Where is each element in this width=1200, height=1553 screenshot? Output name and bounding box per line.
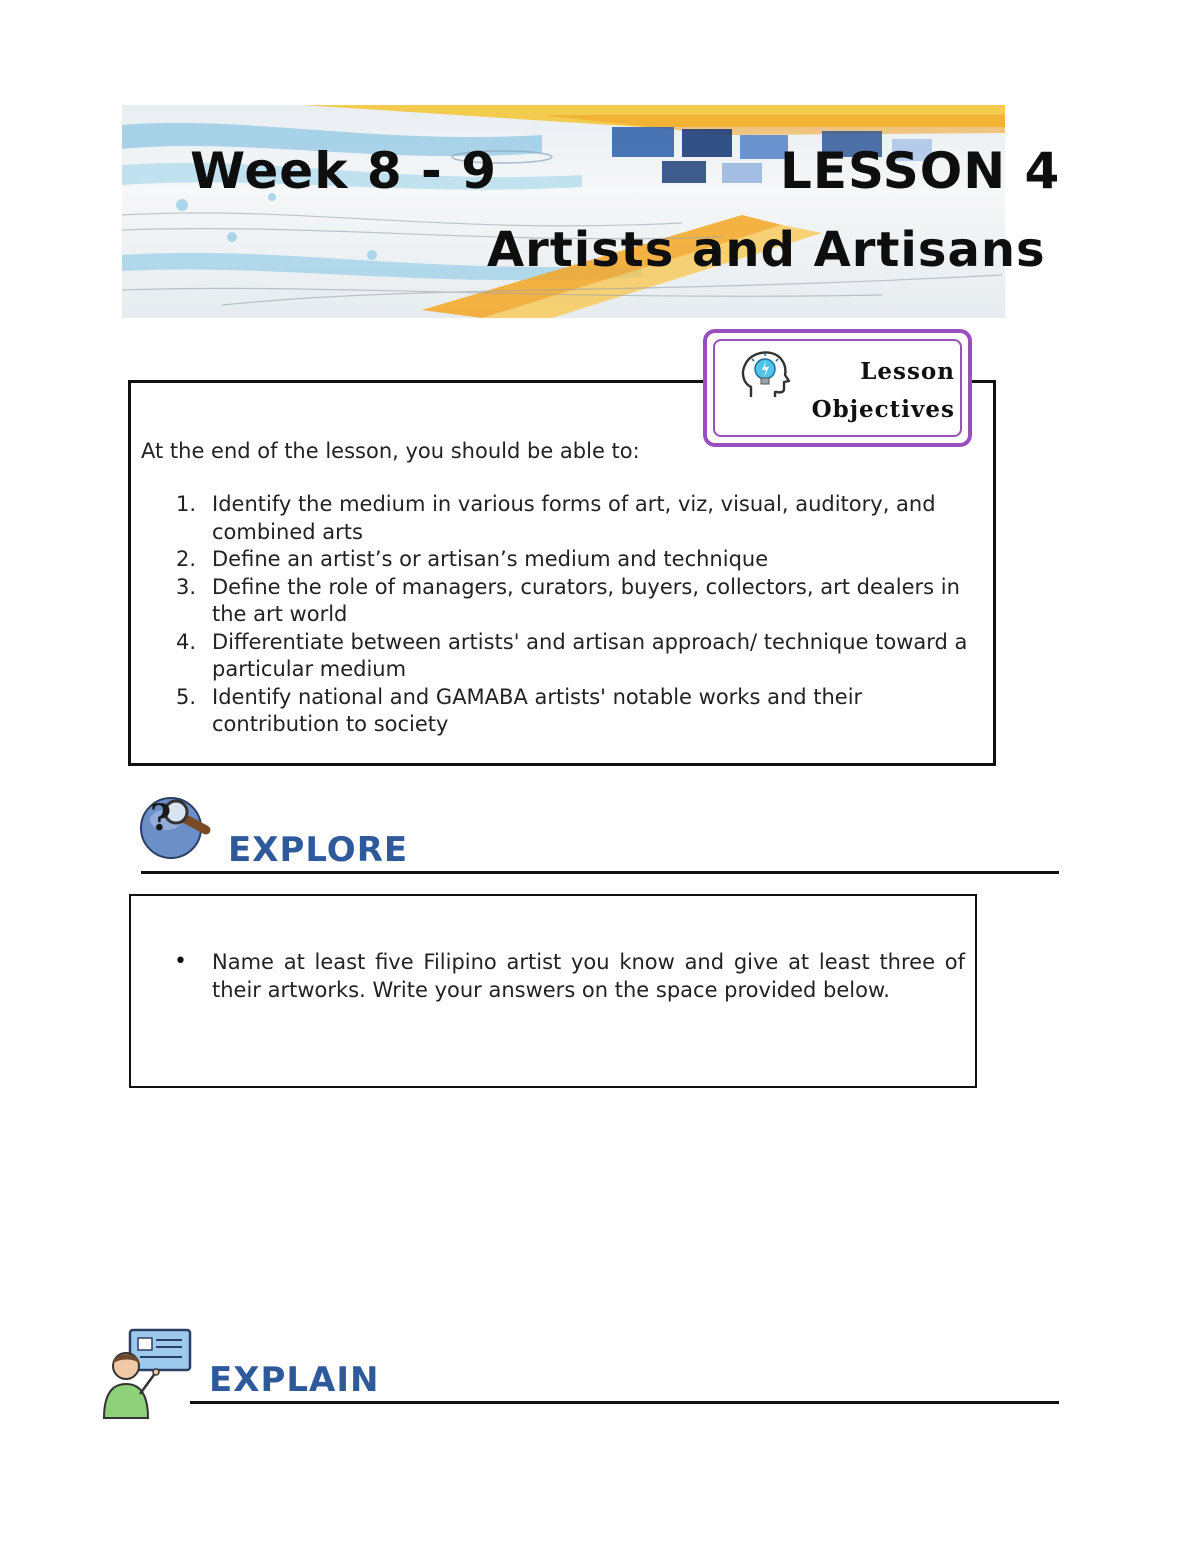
- explore-title: EXPLORE: [228, 830, 409, 870]
- objective-item: [176, 684, 981, 739]
- lesson-objectives-tag: [703, 329, 972, 447]
- explain-title: EXPLAIN: [209, 1360, 380, 1400]
- question-magnifier-icon: [136, 790, 212, 860]
- objectives-list: [176, 491, 981, 739]
- objective-text: Differentiate between artists' and artisan approach/ technique toward a particular medium: [212, 629, 968, 681]
- objective-text: Identify national and GAMABA artists' notable works and their contribution to society: [212, 684, 863, 736]
- objective-item: [176, 491, 981, 546]
- banner-background-art: [122, 105, 1005, 318]
- lesson-banner: [122, 105, 1061, 318]
- objective-text: Identify the medium in various forms of art, viz, visual, auditory, and combined arts: [212, 492, 936, 544]
- lesson-title: Artists and Artisans: [487, 222, 1046, 278]
- objectives-label-line2: Objectives: [811, 396, 955, 423]
- objective-item: [176, 546, 981, 574]
- objectives-label-line1: Lesson: [860, 358, 955, 385]
- objectives-intro-text: At the end of the lesson, you should be able to:: [141, 439, 640, 463]
- objective-number: 5.: [176, 684, 197, 709]
- week-label: Week 8 - 9: [190, 142, 497, 200]
- objective-item: [176, 574, 981, 629]
- objective-text: Define the role of managers, curators, buyers, collectors, art dealers in the art world: [212, 574, 960, 626]
- head-lightbulb-icon: [737, 347, 793, 403]
- objective-number: 2.: [176, 547, 197, 571]
- svg-text:?: ?: [150, 797, 172, 839]
- teacher-presentation-icon: [100, 1328, 194, 1420]
- objective-number: 3.: [176, 574, 197, 599]
- explore-task-text: Name at least five Filipino artist you know and give at least three of their artworks. Write your answers on the space provided below.: [212, 950, 965, 1002]
- objectives-tag-label: [795, 353, 955, 429]
- lesson-number-label: LESSON 4: [780, 142, 1061, 200]
- explain-divider: [190, 1401, 1059, 1404]
- objective-item: [176, 629, 981, 684]
- objective-number: 4.: [176, 629, 197, 654]
- bullet-icon: •: [174, 949, 187, 974]
- objective-number: 1.: [176, 492, 197, 516]
- objective-text: Define an artist’s or artisan’s medium and technique: [212, 547, 769, 571]
- explore-divider: [141, 871, 1059, 874]
